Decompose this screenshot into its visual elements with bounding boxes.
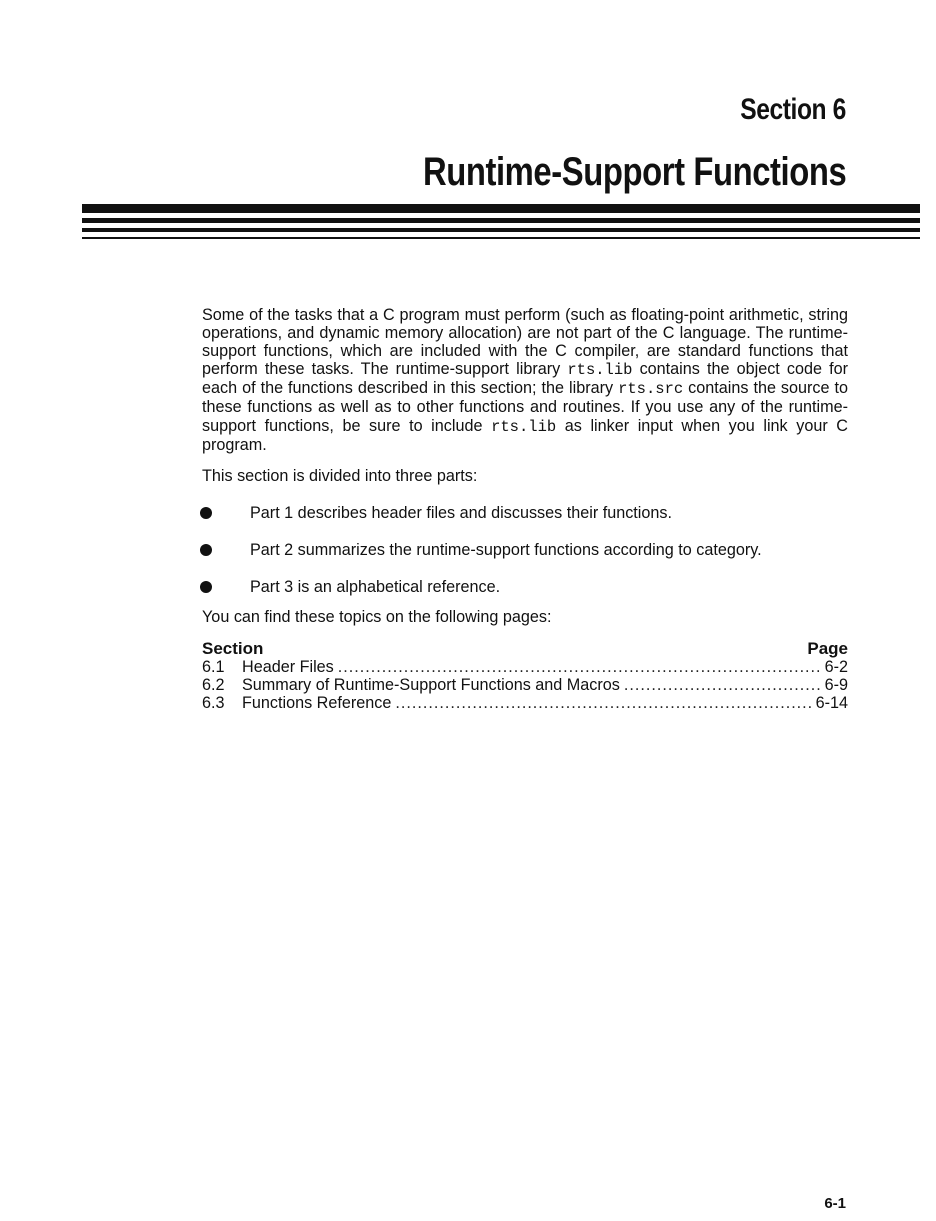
para-text-3: contains the source to these functions as well as to other functions and routines. If you use any of the runtime-support functions, be sure to include [202,379,848,435]
toc-row-page: 6-9 [824,675,848,694]
code-rts-src: rts.src [618,380,684,399]
list-item-text: Part 2 summarizes the runtime-support functions according to category. [250,540,762,559]
find-topics-text: You can find these topics on the following pages: [202,607,552,626]
list-item [202,578,848,596]
bullet-icon [200,581,212,593]
toc-leader [395,694,811,712]
section-label: Section 6 [740,93,846,126]
code-rts-lib-2: rts.lib [491,417,557,436]
toc-row-title: Functions Reference [242,693,392,712]
toc-row[interactable] [202,658,848,676]
list-item [202,504,848,522]
toc-row-page: 6-14 [815,693,848,712]
header-rule-3 [82,228,920,232]
main-content [202,306,848,712]
toc-row-title: Summary of Runtime-Support Functions and Macros [242,675,620,694]
list-item-text: Part 3 is an alphabetical reference. [250,577,501,596]
toc-col-section: Section [202,638,264,658]
parts-intro: This section is divided into three parts: [202,466,478,485]
toc-row-number: 6.1 [202,657,225,676]
table-of-contents [202,640,848,712]
parts-list [202,504,848,596]
toc-row-title: Header Files [242,657,334,676]
toc-header [202,640,848,658]
list-item [202,541,848,559]
toc-leader [338,658,821,676]
toc-row[interactable] [202,676,848,694]
para-text-2: contains the object code for each of the functions described in this section; the library [202,360,848,398]
toc-row-number: 6.3 [202,693,225,712]
toc-row-page: 6-2 [824,657,848,676]
list-item-text: Part 1 describes header files and discusses their functions. [250,503,672,522]
para-text-1: Some of the tasks that a C program must perform (such as floating-point arithmetic, string operations, and dynamic memory allocation) are not part of the C language. The runtime-support functions, which are included with the C compiler, are standard functions that perform these tasks. The runtime-support library [202,306,848,379]
code-rts-lib: rts.lib [567,361,633,380]
header-rule-2 [82,218,920,223]
intro-paragraph [202,306,848,454]
toc-leader [624,676,821,694]
para-text-4: as linker input when you link your C program. [202,416,848,454]
bullet-icon [200,507,212,519]
page-number: 6-1 [824,1195,846,1212]
header-rule-1 [82,204,920,213]
toc-col-page: Page [807,638,848,658]
bullet-icon [200,544,212,556]
header-rule-4 [82,237,920,239]
page-title: Runtime-Support Functions [422,150,846,194]
toc-row-number: 6.2 [202,675,225,694]
toc-row[interactable] [202,694,848,712]
